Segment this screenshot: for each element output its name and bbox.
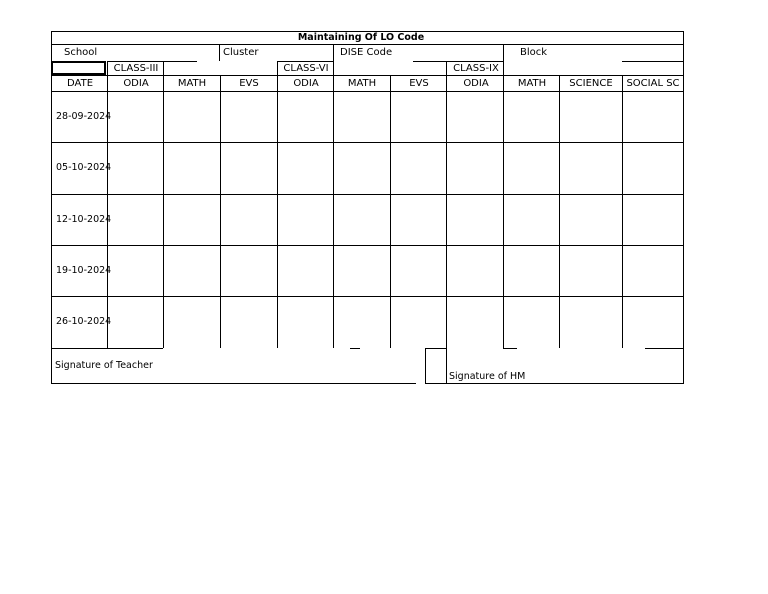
signature-hm-label: Signature of HM <box>449 371 526 382</box>
header-math-iii: MATH <box>177 78 207 89</box>
col-div-8 <box>503 61 504 348</box>
header-odia-vi: ODIA <box>293 78 319 89</box>
col-div-6 <box>390 75 391 348</box>
col-div-10 <box>622 75 623 348</box>
signature-hm-line <box>425 383 683 384</box>
left-border <box>51 31 52 384</box>
table-bottom-right2 <box>645 348 683 349</box>
col-div-2 <box>163 61 164 348</box>
class-row-corner-box <box>51 61 106 75</box>
class-row-underline <box>51 75 683 76</box>
school-label: School <box>64 47 98 58</box>
row-sep-2 <box>51 194 683 195</box>
col-div-3 <box>220 75 221 348</box>
school-row-underline <box>107 61 197 62</box>
signature-teacher-label: Signature of Teacher <box>55 360 153 371</box>
right-border <box>683 31 684 384</box>
block-label: Block <box>520 47 548 58</box>
date-cell-2: 05-10-2024 <box>56 162 112 173</box>
sheet-title: Maintaining Of LO Code <box>297 32 425 43</box>
date-cell-4: 19-10-2024 <box>56 265 112 276</box>
row-sep-4 <box>51 296 683 297</box>
col-div-9 <box>559 75 560 348</box>
header-odia-iii: ODIA <box>123 78 149 89</box>
table-bottom-mid2 <box>425 348 447 349</box>
title-underline <box>51 44 683 45</box>
col-div-7 <box>446 61 447 384</box>
header-evs-vi: EVS <box>409 78 429 89</box>
signature-split <box>425 348 426 384</box>
block-divider <box>503 45 504 61</box>
header-science-ix: SCIENCE <box>569 78 613 89</box>
date-cell-3: 12-10-2024 <box>56 214 112 225</box>
row-sep-3 <box>51 245 683 246</box>
signature-teacher-line <box>51 383 416 384</box>
header-math-vi: MATH <box>347 78 377 89</box>
date-cell-5: 26-10-2024 <box>56 316 112 327</box>
class-label-vi: CLASS-VI <box>283 63 329 74</box>
block-row-underline <box>622 61 683 62</box>
table-bottom-right <box>503 348 517 349</box>
top-border-line-right <box>625 31 683 32</box>
col-div-4 <box>277 61 278 348</box>
header-social-sc-ix: SOCIAL SC <box>626 78 680 89</box>
cluster-label: Cluster <box>223 47 259 58</box>
dise-row-underline <box>413 61 503 62</box>
col-div-5 <box>333 61 334 348</box>
class-label-ix: CLASS-IX <box>453 63 499 74</box>
row-sep-1 <box>51 142 683 143</box>
table-bottom-left <box>51 348 163 349</box>
header-odia-ix: ODIA <box>463 78 489 89</box>
date-cell-1: 28-09-2024 <box>56 111 112 122</box>
header-math-ix: MATH <box>517 78 547 89</box>
table-bottom-mid <box>350 348 360 349</box>
col-div-1 <box>107 61 108 348</box>
header-evs-iii: EVS <box>239 78 259 89</box>
header-date: DATE <box>66 78 94 89</box>
dise-label: DISE Code <box>340 47 393 58</box>
dise-divider <box>333 45 334 61</box>
header-row-underline <box>51 91 683 92</box>
class-label-iii: CLASS-III <box>113 63 159 74</box>
cluster-row-underline <box>277 61 333 62</box>
cluster-divider <box>219 45 220 61</box>
